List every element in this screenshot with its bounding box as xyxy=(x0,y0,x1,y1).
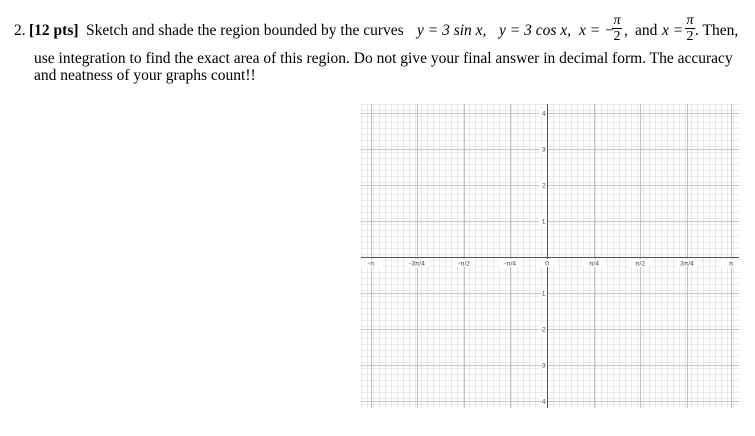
x-equals-right: x = xyxy=(662,22,684,39)
curve-cosine: y = 3 cos x, xyxy=(499,22,572,39)
comma: , xyxy=(624,22,628,39)
y-tick-label: 2 xyxy=(541,182,546,190)
x-tick-label: 0 xyxy=(545,260,549,268)
fraction-numerator: π xyxy=(613,13,621,28)
fraction-denominator: 2 xyxy=(686,29,694,44)
y-tick-label: -3 xyxy=(539,362,546,370)
blank-graph xyxy=(361,104,739,408)
y-tick-label: -4 xyxy=(539,398,546,406)
graph-grid xyxy=(361,104,739,408)
x-tick-label: -3π/4 xyxy=(409,260,425,268)
y-tick-label: 3 xyxy=(541,146,546,154)
x-equals-left: x = − xyxy=(579,22,615,39)
fraction-pi-over-2-left xyxy=(611,14,623,44)
y-tick-label: -1 xyxy=(539,290,546,298)
problem-statement xyxy=(14,14,742,84)
fraction-denominator: 2 xyxy=(613,29,621,44)
x-tick-label: -π xyxy=(367,260,375,268)
curve-sine: y = 3 sin x, xyxy=(417,22,487,39)
x-tick-label: 3π/4 xyxy=(680,260,694,268)
x-tick-label: π xyxy=(728,260,734,268)
problem-first-line xyxy=(14,14,742,50)
and-text: and xyxy=(635,22,658,39)
problem-number: 2. xyxy=(14,22,26,39)
then-text: . Then, xyxy=(695,22,739,39)
x-tick-label: π/4 xyxy=(589,260,599,268)
points-label: [12 pts] xyxy=(29,22,79,39)
x-tick-label: -π/2 xyxy=(457,260,471,268)
problem-intro: Sketch and shade the region bounded by the curves xyxy=(86,22,404,39)
problem-continuation: use integration to find the exact area of this region. Do not give your final answer in decimal form. The accuracy and neatness of your graphs count!! xyxy=(34,50,733,84)
x-tick-label: -π/4 xyxy=(503,260,517,268)
fraction-numerator: π xyxy=(686,13,694,28)
y-tick-label: -2 xyxy=(539,326,546,334)
y-tick-label: 1 xyxy=(541,218,546,226)
y-tick-label: 4 xyxy=(541,110,546,118)
x-tick-label: π/2 xyxy=(635,260,645,268)
